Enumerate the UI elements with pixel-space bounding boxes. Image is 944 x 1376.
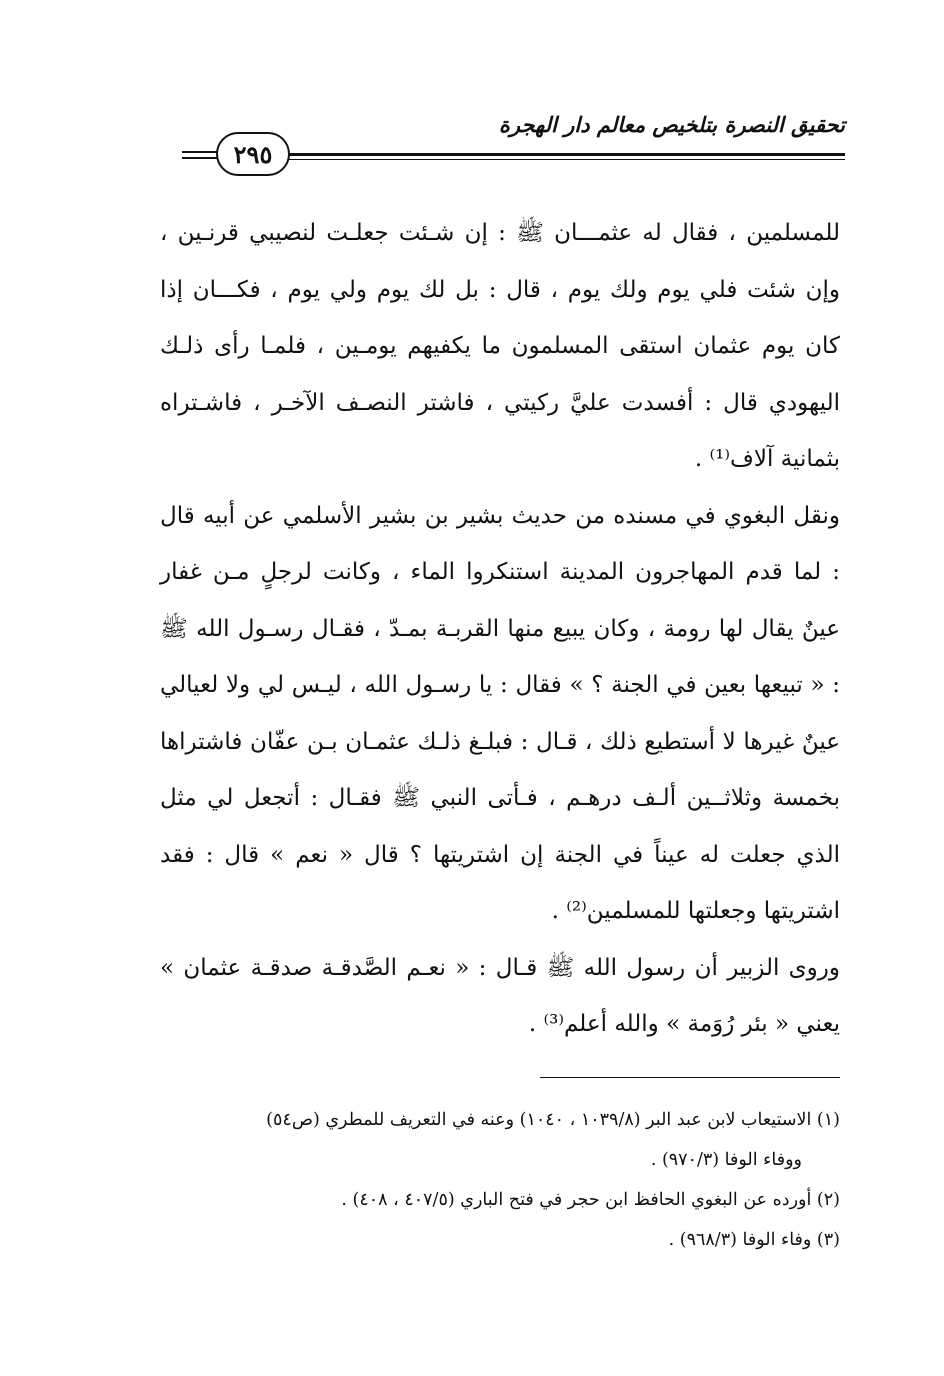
- footnote-2: (٢) أورده عن البغوي الحافظ ابن حجر في فتح الباري (٤٠٧/٥ ، ٤٠٨) .: [341, 1190, 840, 1210]
- footnote-1-line-1: (١) الاستيعاب لابن عبد البر (١٠٣٩/٨ ، ١٠٤٠) وعنه في التعريف للمطري (ص٥٤): [266, 1110, 840, 1130]
- footnote-1-line-2: ووفاء الوفا (٩٧٠/٣) .: [650, 1150, 802, 1170]
- page-header: [160, 108, 845, 188]
- paragraph-1: للمسلمين ، فقال له عثمـــان ﷺ : إن شـئت جعلـت لنصيبي قرنـين ، وإن شئت فلي يوم ولك يوم ، قال : بل لك يوم ولي يوم ، فكـــان إذا كان يوم عثمان استقى المسلمون ما يكفيهم يومـين ، فلمـا رأى ذلـك اليهودي قال : أفسدت عليَّ ركيتي ، فاشتر النصـف الآخـر ، فاشـتراه بثمانية آلاف⁽¹⁾ .: [160, 220, 840, 472]
- paragraph-2: ونقل البغوي في مسنده من حديث بشير بن بشير الأسلمي عن أبيه قال : لما قدم المهاجرون المدينة استنكروا الماء ، وكانت لرجلٍ مـن غفار عينٌ يقال لها رومة ، وكان يبيع منها القربـة بمـدّ ، فقـال رسـول الله ﷺ : « تبيعها بعين في الجنة ؟ » فقال : يا رسـول الله ، ليـس لي ولا لعيالي عينٌ غيرها لا أستطيع ذلك ، قـال : فبلـغ ذلـك عثمـان بـن عفّان فاشتراها بخمسة وثلاثــين ألـف درهـم ، فـأتى النبي ﷺ فقـال : أتجعل لي مثل الذي جعلت له عيناً في الجنة إن اشتريتها ؟ قال « نعم » قال : فقد اشتريتها وجعلتها للمسلمين⁽²⁾ .: [160, 502, 840, 924]
- page-number: ٢٩٥: [233, 139, 273, 169]
- book-title: تحقيق النصرة بتلخيص معالم دار الهجرة: [498, 112, 845, 137]
- main-text: [160, 205, 840, 1053]
- footnote-separator: [540, 1077, 840, 1078]
- footnotes: [150, 1100, 840, 1260]
- paragraph-3: وروى الزبير أن رسول الله ﷺ قـال : « نعـم الصَّدقـة صدقـة عثمان » يعني « بئر رُوَمة » والله أعلم⁽³⁾ .: [160, 954, 840, 1037]
- header-rule-thick: [280, 153, 845, 156]
- footnote-3: (٣) وفاء الوفا (٩٦٨/٣) .: [668, 1230, 840, 1250]
- header-rule-thin: [280, 159, 845, 160]
- page-number-badge: [216, 132, 290, 176]
